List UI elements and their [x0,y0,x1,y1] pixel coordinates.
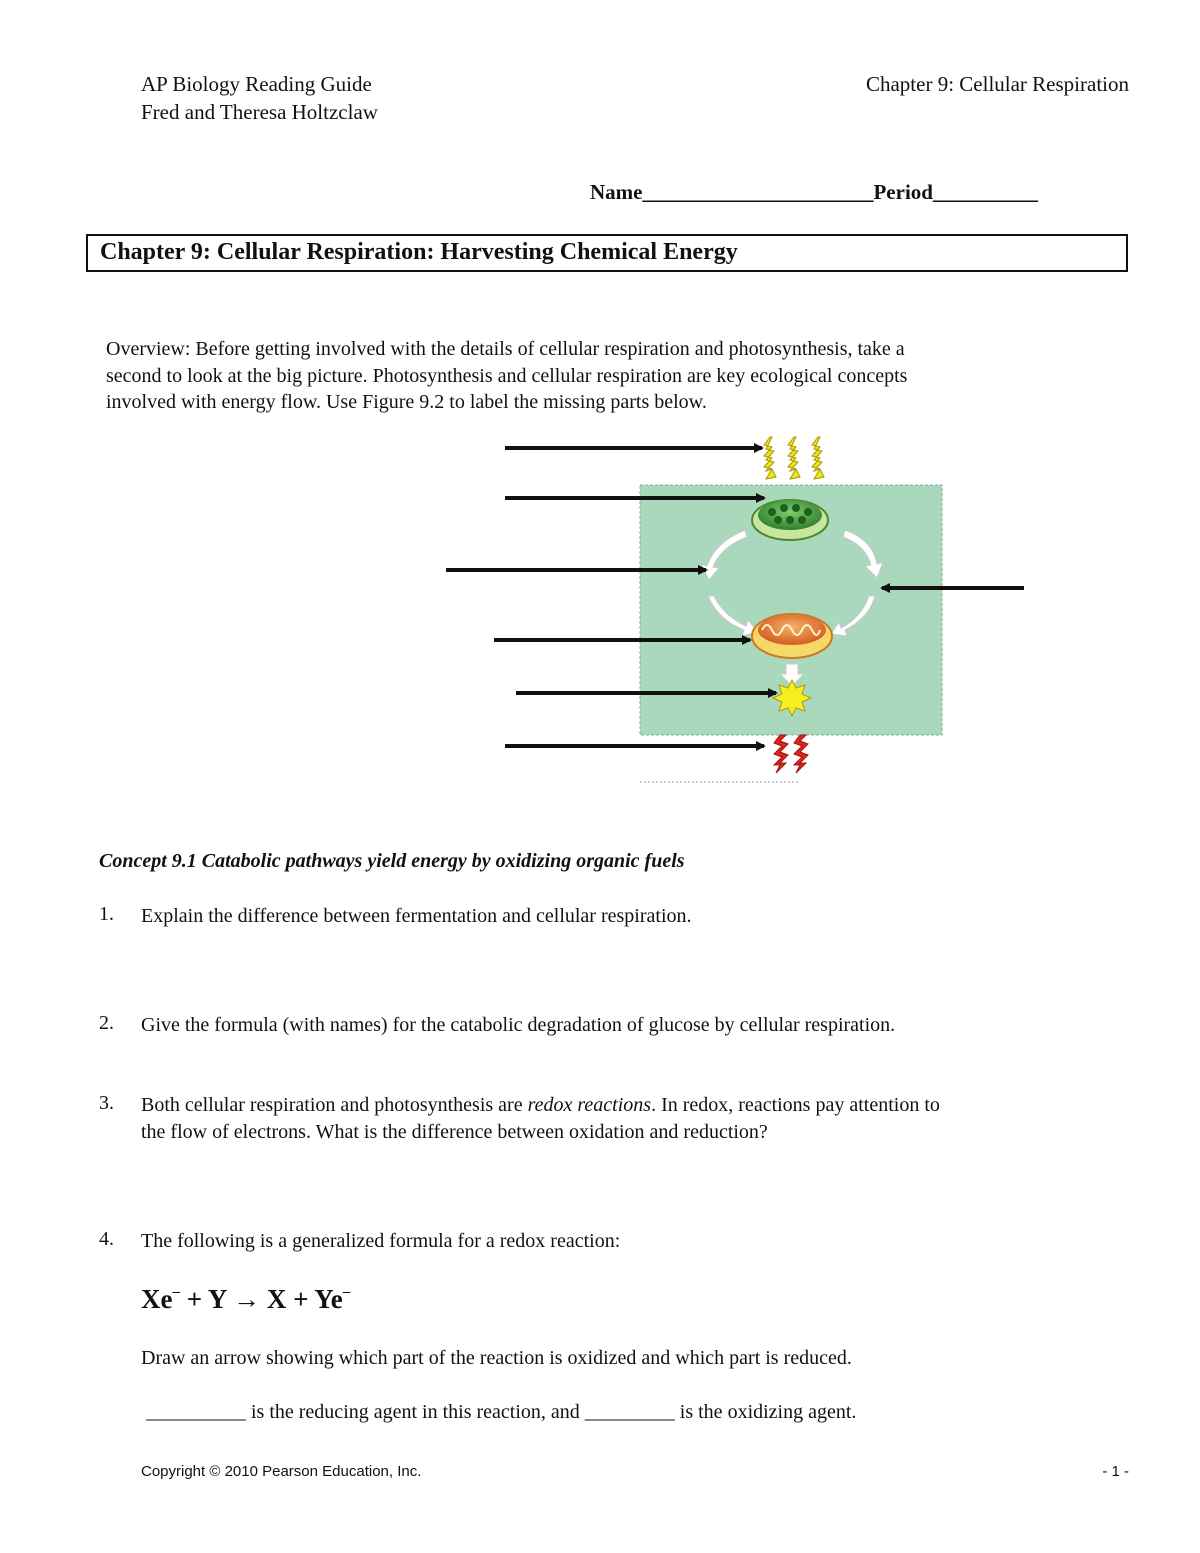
overview-line-1: Overview: Before getting involved with the details of cellular respiration and photosynthesis, take a [106,338,905,360]
question-3-text: Both cellular respiration and photosynthesis are redox reactions. In redox, reactions pay attention to the flow of electrons. What is the difference between oxidation and reduction? [141,1094,940,1143]
heat-energy-icon [774,735,808,773]
mitochondrion-icon [752,614,832,658]
copyright-footer: Copyright © 2010 Pearson Education, Inc. [141,1463,422,1480]
overview-line-3: involved with energy flow. Use Figure 9.2 to label the missing parts below. [106,391,707,413]
question-2-number: 2. [99,1012,114,1034]
reaction-arrow: → [233,1284,261,1314]
overview-paragraph [106,336,907,416]
question-4-number: 4. [99,1228,114,1250]
chapter-title: Chapter 9: Cellular Respiration: Harvesting Chemical Energy [100,239,738,265]
atp-burst-icon [773,680,811,716]
page-number: - 1 - [1102,1463,1129,1480]
chloroplast-icon [752,500,828,540]
redox-formula: Xe– + Y → X + Ye– [141,1284,351,1314]
chapter-title-box [86,234,1128,272]
name-period-line: Name______________________Period__________ [590,180,1038,204]
energy-flow-figure [0,430,1200,800]
light-energy-icon [764,437,824,479]
question-3-number: 3. [99,1092,114,1114]
header-chapter: Chapter 9: Cellular Respiration [865,72,1129,96]
header-left [141,70,378,126]
draw-instruction: Draw an arrow showing which part of the reaction is oxidized and which part is reduced. [141,1347,852,1369]
question-2-text: Give the formula (with names) for the catabolic degradation of glucose by cellular respiration. [141,1014,896,1036]
agent-fill-in-line: __________ is the reducing agent in this reaction, and _________ is the oxidizing agent. [146,1401,857,1423]
authors: Fred and Theresa Holtzclaw [141,100,378,124]
question-4-text: The following is a generalized formula for a redox reaction: [141,1230,621,1252]
question-1-number: 1. [99,903,114,925]
question-1-text: Explain the difference between fermentation and cellular respiration. [141,905,692,927]
redox-term: redox reactions [527,1094,652,1116]
overview-line-2: second to look at the big picture. Photosynthesis and cellular respiration are key ecological concepts [106,364,908,387]
guide-title: AP Biology Reading Guide [141,72,372,96]
concept-heading: Concept 9.1 Catabolic pathways yield energy by oxidizing organic fuels [99,850,685,872]
